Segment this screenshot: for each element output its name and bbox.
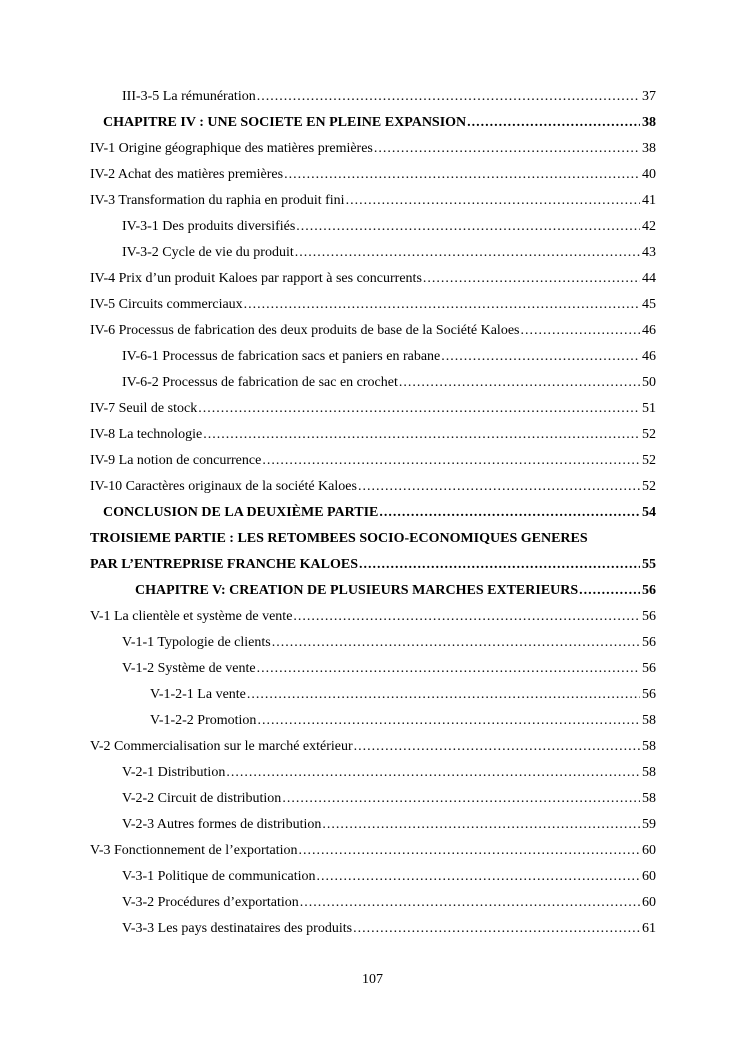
toc-dot-leader (262, 453, 640, 469)
toc-entry-row (90, 921, 656, 937)
toc-entry-page-number: 61 (642, 921, 656, 936)
toc-entry-label: IV-6-1 Processus de fabrication sacs et paniers en rabane (122, 349, 441, 364)
toc-entry-label: IV-3-2 Cycle de vie du produit (122, 245, 294, 260)
toc-entry-label: V-1-2 Système de vente (122, 661, 256, 676)
toc-dot-leader (203, 427, 640, 443)
toc-entry-row (90, 323, 656, 339)
toc-entry-page-number: 58 (642, 765, 656, 780)
toc-entry-label: V-2-1 Distribution (122, 765, 226, 780)
toc-entry-row (90, 349, 656, 365)
toc-dot-leader (423, 271, 640, 287)
toc-entry-row (90, 531, 656, 547)
toc-dot-leader (346, 193, 640, 209)
toc-entry-row (90, 843, 656, 859)
toc-entry-row (90, 479, 656, 495)
toc-entry-row (90, 765, 656, 781)
toc-entry-row (90, 609, 656, 625)
toc-entry-row (90, 635, 656, 651)
toc-dot-leader (257, 661, 640, 677)
toc-dot-leader (354, 739, 640, 755)
toc-entry-page-number: 52 (642, 479, 656, 494)
toc-dot-leader (300, 895, 640, 911)
toc-entry-page-number: 58 (642, 791, 656, 806)
toc-entry-row (90, 297, 656, 313)
toc-entry-row (90, 375, 656, 391)
toc-dot-leader (299, 843, 641, 859)
toc-entry-label: IV-6-2 Processus de fabrication de sac en crochet (122, 375, 398, 390)
toc-entry-row (90, 89, 656, 105)
toc-entry-page-number: 60 (642, 895, 656, 910)
toc-entry-label: CHAPITRE V: CREATION DE PLUSIEURS MARCHES EXTERIEURS (135, 583, 579, 598)
toc-entry-label: IV-5 Circuits commerciaux (90, 297, 243, 312)
toc-entry-row (90, 557, 656, 573)
toc-dot-leader (358, 479, 640, 495)
toc-entry-row (90, 193, 656, 209)
toc-dot-leader (198, 401, 640, 417)
toc-entry-label: IV-7 Seuil de stock (90, 401, 198, 416)
toc-entry-label: IV-10 Caractères originaux de la société Kaloes (90, 479, 357, 494)
toc-entry-label: V-3-3 Les pays destinataires des produits (122, 921, 353, 936)
toc-dot-leader (284, 167, 640, 183)
toc-entry-page-number: 52 (642, 453, 656, 468)
toc-dot-leader (244, 297, 640, 313)
toc-entry-page-number: 55 (642, 557, 656, 572)
toc-entry-row (90, 895, 656, 911)
toc-entry-row (90, 245, 656, 261)
toc-entry-page-number: 46 (642, 323, 656, 338)
toc-dot-leader (257, 713, 640, 729)
toc-entry-page-number: 43 (642, 245, 656, 260)
toc-entry-label: V-1-1 Typologie de clients (122, 635, 271, 650)
toc-dot-leader (353, 921, 640, 937)
toc-entry-page-number: 42 (642, 219, 656, 234)
toc-entry-label: V-3 Fonctionnement de l’exportation (90, 843, 298, 858)
toc-entry-label: III-3-5 La rémunération (122, 89, 256, 104)
toc-entry-label: TROISIEME PARTIE : LES RETOMBEES SOCIO-ECONOMIQUES GENERES (90, 531, 588, 546)
toc-entry-row (90, 687, 656, 703)
toc-entry-page-number: 56 (642, 687, 656, 702)
toc-entry-row (90, 271, 656, 287)
toc-dot-leader (322, 817, 640, 833)
toc-entry-label: IV-1 Origine géographique des matières premières (90, 141, 373, 156)
toc-entry-row (90, 791, 656, 807)
toc-entry-label: IV-3 Transformation du raphia en produit fini (90, 193, 345, 208)
toc-entry-page-number: 58 (642, 713, 656, 728)
toc-entry-page-number: 44 (642, 271, 656, 286)
toc-entry-label: IV-4 Prix d’un produit Kaloes par rapport à ses concurrents (90, 271, 422, 286)
toc-entry-label: PAR L’ENTREPRISE FRANCHE KALOES (90, 557, 358, 572)
toc-entry-row (90, 115, 656, 131)
toc-dot-leader (579, 583, 640, 599)
toc-entry-label: V-2-3 Autres formes de distribution (122, 817, 322, 832)
toc-dot-leader (247, 687, 640, 703)
footer-page-number: 107 (362, 972, 383, 987)
toc-dot-leader (295, 245, 640, 261)
toc-entry-page-number: 56 (642, 661, 656, 676)
toc-entry-page-number: 60 (642, 869, 656, 884)
toc-entry-row (90, 401, 656, 417)
toc-entry-page-number: 38 (642, 115, 656, 130)
toc-entry-row (90, 219, 656, 235)
toc-entry-row (90, 505, 656, 521)
toc-dot-leader (520, 323, 640, 339)
toc-entry-page-number: 51 (642, 401, 656, 416)
toc-entry-label: CONCLUSION DE LA DEUXIÈME PARTIE (103, 505, 379, 520)
toc-entry-page-number: 59 (642, 817, 656, 832)
toc-dot-leader (257, 89, 640, 105)
toc-dot-leader (359, 557, 640, 573)
toc-entry-label: IV-9 La notion de concurrence (90, 453, 262, 468)
toc-entry-label: IV-8 La technologie (90, 427, 203, 442)
page-footer (0, 972, 745, 988)
toc-dot-leader (374, 141, 640, 157)
toc-entry-row (90, 583, 656, 599)
toc-entry-page-number: 56 (642, 635, 656, 650)
toc-entry-page-number: 52 (642, 427, 656, 442)
toc-entry-row (90, 817, 656, 833)
toc-entry-page-number: 46 (642, 349, 656, 364)
toc-entry-label: V-2-2 Circuit de distribution (122, 791, 282, 806)
toc-dot-leader (293, 609, 640, 625)
toc-entry-page-number: 56 (642, 609, 656, 624)
toc-dot-leader (441, 349, 640, 365)
toc-entry-page-number: 37 (642, 89, 656, 104)
toc-entry-row (90, 453, 656, 469)
toc-entry-label: V-3-2 Procédures d’exportation (122, 895, 299, 910)
toc-entry-row (90, 661, 656, 677)
toc-dot-leader (399, 375, 640, 391)
toc-entry-page-number: 54 (642, 505, 656, 520)
toc-entry-row (90, 739, 656, 755)
toc-entry-page-number: 60 (642, 843, 656, 858)
toc-entry-label: V-1 La clientèle et système de vente (90, 609, 293, 624)
toc-dot-leader (379, 505, 640, 521)
toc-entry-label: IV-2 Achat des matières premières (90, 167, 284, 182)
toc-dot-leader (317, 869, 640, 885)
toc-entry-row (90, 713, 656, 729)
toc-entry-label: IV-6 Processus de fabrication des deux produits de base de la Société Kaloes (90, 323, 520, 338)
toc-dot-leader (296, 219, 640, 235)
toc-entry-page-number: 38 (642, 141, 656, 156)
toc-entry-row (90, 869, 656, 885)
toc-entry-label: V-1-2-1 La vente (150, 687, 246, 702)
toc-dot-leader (226, 765, 640, 781)
toc-entry-label: CHAPITRE IV : UNE SOCIETE EN PLEINE EXPANSION (103, 115, 467, 130)
toc-entry-label: V-1-2-2 Promotion (150, 713, 257, 728)
toc-entry-label: IV-3-1 Des produits diversifiés (122, 219, 296, 234)
toc-entry-page-number: 40 (642, 167, 656, 182)
toc-entry-label: V-3-1 Politique de communication (122, 869, 316, 884)
toc-entry-page-number: 50 (642, 375, 656, 390)
toc-entry-label: V-2 Commercialisation sur le marché extérieur (90, 739, 353, 754)
toc-entry-page-number: 56 (642, 583, 656, 598)
toc-entry-page-number: 45 (642, 297, 656, 312)
toc-entry-row (90, 427, 656, 443)
toc-entry-row (90, 167, 656, 183)
table-of-contents (90, 89, 656, 937)
toc-entry-page-number: 41 (642, 193, 656, 208)
toc-entry-row (90, 141, 656, 157)
toc-dot-leader (467, 115, 640, 131)
toc-entry-page-number: 58 (642, 739, 656, 754)
toc-dot-leader (282, 791, 640, 807)
toc-dot-leader (272, 635, 640, 651)
